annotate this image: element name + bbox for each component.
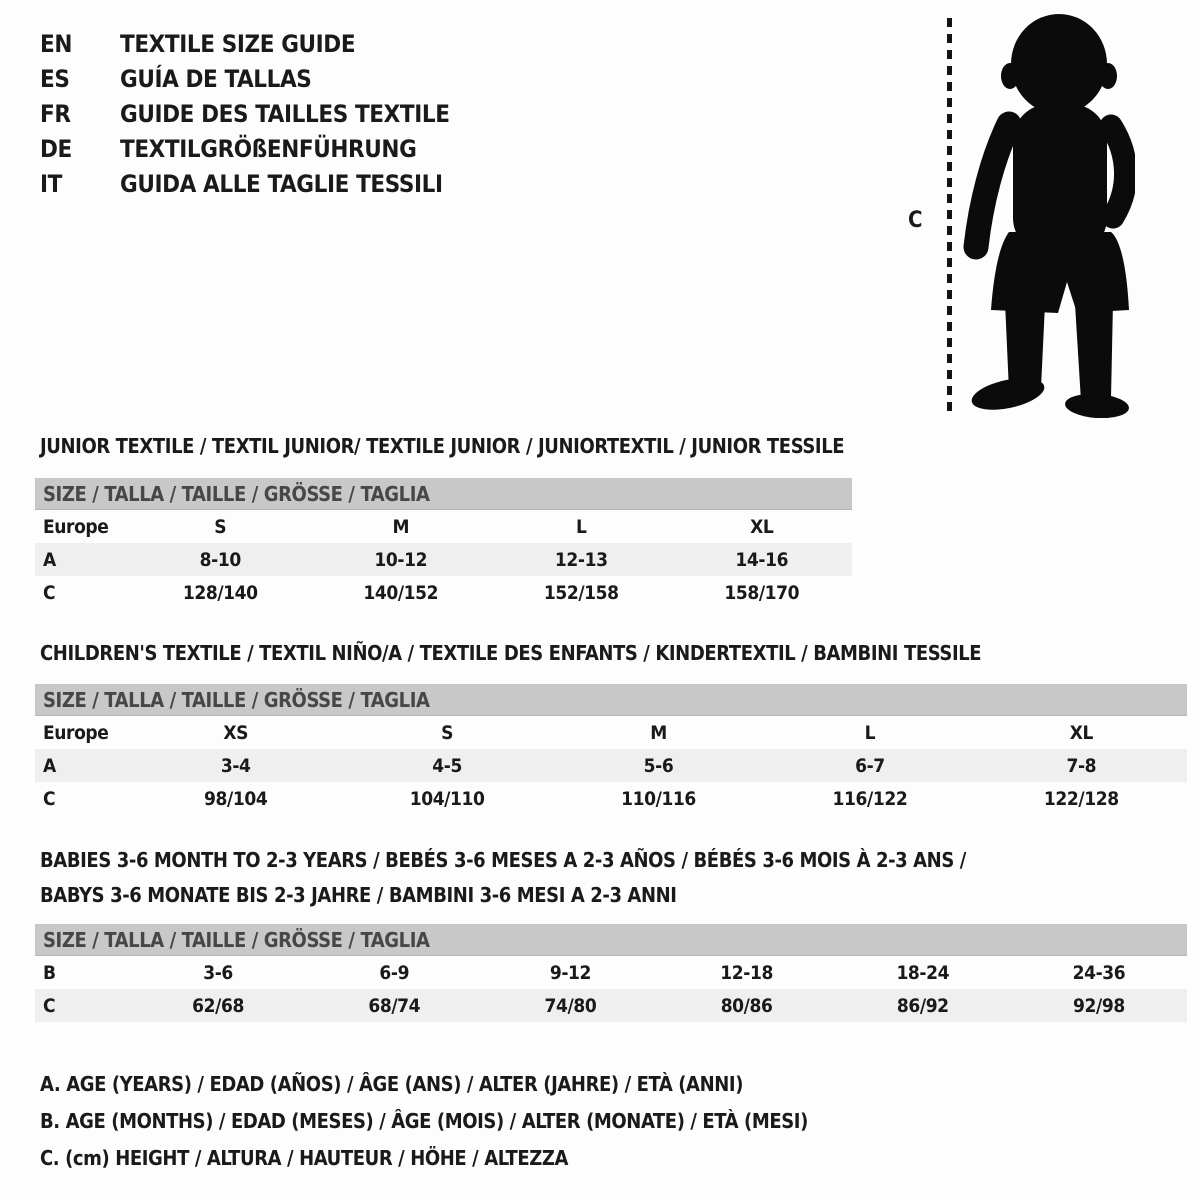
language-line-en (40, 26, 450, 61)
children-size-table (35, 684, 1187, 815)
height-cell: 80/86 (720, 994, 773, 1017)
age-cell: 9-12 (549, 961, 592, 984)
age-cell: 3-6 (203, 961, 233, 984)
junior-section-heading: JUNIOR TEXTILE / TEXTIL JUNIOR/ TEXTILE JUNIOR / JUNIORTEXTIL / JUNIOR TESSILE (40, 434, 845, 458)
language-code: FR (40, 99, 71, 128)
height-cell: 122/128 (1043, 787, 1119, 810)
children-section-heading: CHILDREN'S TEXTILE / TEXTIL NIÑO/A / TEXTILE DES ENFANTS / KINDERTEXTIL / BAMBINI TESSILE (40, 641, 982, 665)
height-cell: 74/80 (544, 994, 597, 1017)
measurement-legend (40, 1066, 808, 1177)
language-code: EN (40, 29, 73, 58)
height-measure-dashed-line (947, 18, 952, 416)
height-measure-label: C (908, 208, 923, 233)
size-header-bar: SIZE / TALLA / TAILLE / GRÖSSE / TAGLIA (35, 684, 1187, 716)
height-cell: 158/170 (724, 581, 800, 604)
legend-line-a: A. AGE (YEARS) / EDAD (AÑOS) / ÂGE (ANS) / ALTER (JAHRE) / ETÀ (ANNI) (40, 1072, 744, 1096)
age-cell: 6-7 (855, 754, 885, 777)
size-header-bar: SIZE / TALLA / TAILLE / GRÖSSE / TAGLIA (35, 478, 852, 510)
toddler-silhouette-image (963, 12, 1135, 418)
table-row-height (35, 576, 852, 609)
babies-heading-line2: BABYS 3-6 MONATE BIS 2-3 JAHRE / BAMBINI 3-6 MESI A 2-3 ANNI (40, 883, 677, 907)
age-cell: 24-36 (1072, 961, 1126, 984)
guide-title: GUIDA ALLE TAGLIE TESSILI (120, 169, 443, 198)
row-label: B (43, 961, 56, 984)
language-code: ES (40, 64, 70, 93)
height-cell: 92/98 (1073, 994, 1125, 1017)
size-cell: XL (750, 515, 774, 538)
row-label: C (43, 787, 56, 810)
language-line-de (40, 131, 450, 166)
age-cell: 12-13 (554, 548, 608, 571)
language-code: DE (40, 134, 72, 163)
height-cell: 116/122 (832, 787, 908, 810)
table-row-height (35, 989, 1187, 1022)
junior-size-table (35, 478, 852, 609)
language-title-block (40, 26, 450, 201)
age-cell: 5-6 (643, 754, 674, 777)
row-label: Europe (43, 515, 109, 538)
size-cell: M (650, 721, 667, 744)
size-cell: S (441, 721, 454, 744)
height-cell: 152/158 (543, 581, 619, 604)
height-cell: 86/92 (896, 994, 949, 1017)
age-cell: 8-10 (199, 548, 241, 571)
row-label: A (43, 548, 56, 571)
babies-section-heading (40, 843, 966, 913)
height-cell: 140/152 (363, 581, 439, 604)
table-row-height (35, 782, 1187, 815)
age-cell: 18-24 (896, 961, 950, 984)
height-cell: 98/104 (204, 787, 268, 810)
language-line-fr (40, 96, 450, 131)
height-cell: 68/74 (368, 994, 421, 1017)
height-cell: 128/140 (182, 581, 258, 604)
age-cell: 3-4 (220, 754, 251, 777)
table-row-age (35, 543, 852, 576)
guide-title: TEXTILGRÖßENFÜHRUNG (120, 134, 417, 163)
legend-line-c: C. (cm) HEIGHT / ALTURA / HAUTEUR / HÖHE / ALTEZZA (40, 1146, 569, 1170)
babies-heading-line1: BABIES 3-6 MONTH TO 2-3 YEARS / BEBÉS 3-6 MESES A 2-3 AÑOS / BÉBÉS 3-6 MOIS À 2-3 ANS / (40, 848, 966, 872)
size-cell: XS (223, 721, 249, 744)
language-code: IT (40, 169, 62, 198)
table-row-age-months (35, 956, 1187, 989)
height-cell: 104/110 (409, 787, 485, 810)
guide-title: TEXTILE SIZE GUIDE (120, 29, 356, 58)
row-label: C (43, 994, 56, 1017)
table-row-europe (35, 510, 852, 543)
legend-line-b: B. AGE (MONTHS) / EDAD (MESES) / ÂGE (MOIS) / ALTER (MONATE) / ETÀ (MESI) (40, 1109, 808, 1133)
age-cell: 7-8 (1066, 754, 1097, 777)
age-cell: 14-16 (735, 548, 789, 571)
height-cell: 62/68 (192, 994, 244, 1017)
language-line-it (40, 166, 450, 201)
guide-title: GUÍA DE TALLAS (120, 64, 312, 93)
height-cell: 110/116 (621, 787, 696, 810)
babies-size-table (35, 924, 1187, 1022)
size-cell: M (392, 515, 410, 538)
row-label: Europe (43, 721, 109, 744)
size-cell: XL (1069, 721, 1093, 744)
age-cell: 6-9 (379, 961, 410, 984)
size-cell: S (214, 515, 227, 538)
age-cell: 4-5 (432, 754, 462, 777)
language-line-es (40, 61, 450, 96)
age-cell: 10-12 (374, 548, 428, 571)
size-cell: L (576, 515, 587, 538)
row-label: C (43, 581, 56, 604)
age-cell: 12-18 (720, 961, 773, 984)
table-row-age (35, 749, 1187, 782)
table-row-europe (35, 716, 1187, 749)
row-label: A (43, 754, 56, 777)
size-header-bar: SIZE / TALLA / TAILLE / GRÖSSE / TAGLIA (35, 924, 1187, 956)
size-cell: L (864, 721, 876, 744)
guide-title: GUIDE DES TAILLES TEXTILE (120, 99, 450, 128)
